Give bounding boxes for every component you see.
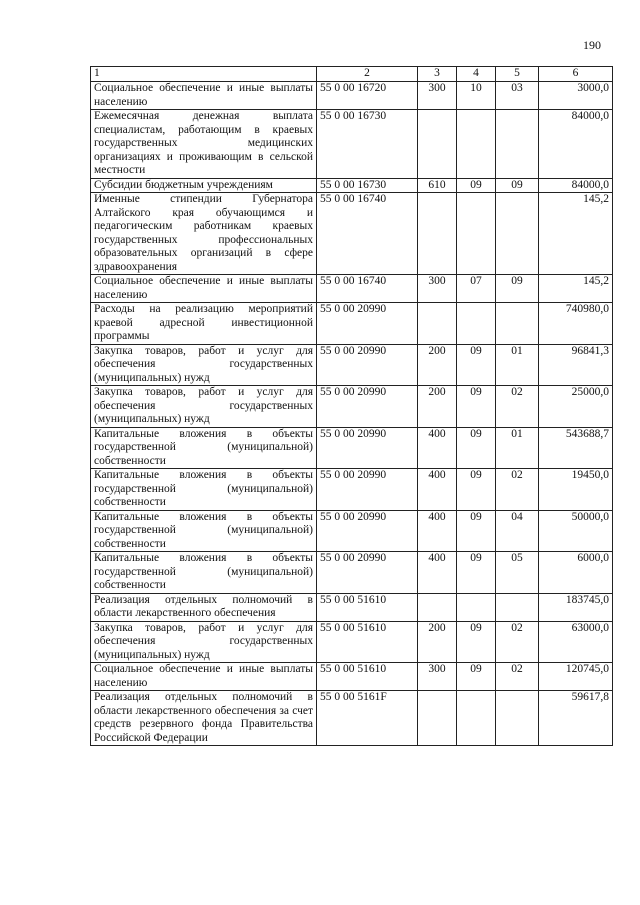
- cell-code: 55 0 00 20990: [317, 344, 418, 386]
- cell-name: Реализация отдельных полномочий в области лекарственного обеспечения за счет средств резервного фонда Правительства Российской Федерации: [91, 691, 317, 746]
- header-col-2: 2: [317, 67, 418, 82]
- cell-expense-type: [418, 193, 457, 275]
- cell-expense-type: 200: [418, 386, 457, 428]
- table-row: [91, 427, 613, 469]
- table-row: [91, 691, 613, 746]
- cell-amount: 50000,0: [539, 510, 613, 552]
- table-row: [91, 510, 613, 552]
- cell-expense-type: 400: [418, 469, 457, 511]
- cell-amount: 145,2: [539, 275, 613, 303]
- cell-expense-type: 300: [418, 82, 457, 110]
- cell-code: 55 0 00 16740: [317, 275, 418, 303]
- cell-code: 55 0 00 20990: [317, 427, 418, 469]
- cell-code: 55 0 00 20990: [317, 510, 418, 552]
- cell-subsection: [496, 110, 539, 179]
- cell-code: 55 0 00 51610: [317, 663, 418, 691]
- table-row: [91, 275, 613, 303]
- cell-code: 55 0 00 16730: [317, 110, 418, 179]
- table-row: [91, 386, 613, 428]
- cell-subsection: 04: [496, 510, 539, 552]
- cell-expense-type: 300: [418, 663, 457, 691]
- cell-section: 07: [457, 275, 496, 303]
- cell-amount: 145,2: [539, 193, 613, 275]
- cell-name: Социальное обеспечение и иные выплаты населению: [91, 663, 317, 691]
- cell-name: Социальное обеспечение и иные выплаты населению: [91, 275, 317, 303]
- table-row: [91, 663, 613, 691]
- cell-section: 09: [457, 621, 496, 663]
- page-number: 190: [583, 38, 601, 52]
- cell-section: [457, 303, 496, 345]
- cell-name: Капитальные вложения в объекты государственной (муниципальной) собственности: [91, 510, 317, 552]
- cell-amount: 183745,0: [539, 593, 613, 621]
- cell-section: 09: [457, 386, 496, 428]
- cell-code: 55 0 00 16720: [317, 82, 418, 110]
- cell-name: Социальное обеспечение и иные выплаты населению: [91, 82, 317, 110]
- cell-name: Капитальные вложения в объекты государственной (муниципальной) собственности: [91, 469, 317, 511]
- header-col-6: 6: [539, 67, 613, 82]
- cell-section: 09: [457, 344, 496, 386]
- cell-name: Капитальные вложения в объекты государственной (муниципальной) собственности: [91, 552, 317, 594]
- cell-expense-type: [418, 691, 457, 746]
- cell-code: 55 0 00 20990: [317, 552, 418, 594]
- cell-amount: 84000,0: [539, 110, 613, 179]
- cell-subsection: [496, 691, 539, 746]
- table-row: [91, 178, 613, 193]
- cell-section: [457, 193, 496, 275]
- cell-code: 55 0 00 51610: [317, 621, 418, 663]
- cell-expense-type: 400: [418, 552, 457, 594]
- cell-subsection: 05: [496, 552, 539, 594]
- cell-code: 55 0 00 5161F: [317, 691, 418, 746]
- cell-amount: 25000,0: [539, 386, 613, 428]
- cell-name: Закупка товаров, работ и услуг для обеспечения государственных (муниципальных) нужд: [91, 621, 317, 663]
- table-row: [91, 82, 613, 110]
- table-header-row: [91, 67, 613, 82]
- cell-code: 55 0 00 20990: [317, 469, 418, 511]
- cell-name: Субсидии бюджетным учреждениям: [91, 178, 317, 193]
- cell-name: Капитальные вложения в объекты государственной (муниципальной) собственности: [91, 427, 317, 469]
- cell-section: 09: [457, 469, 496, 511]
- cell-subsection: 09: [496, 178, 539, 193]
- table-row: [91, 621, 613, 663]
- cell-subsection: [496, 193, 539, 275]
- budget-table: [90, 66, 613, 746]
- table-row: [91, 469, 613, 511]
- header-col-3: 3: [418, 67, 457, 82]
- cell-amount: 120745,0: [539, 663, 613, 691]
- cell-amount: 96841,3: [539, 344, 613, 386]
- cell-expense-type: [418, 593, 457, 621]
- cell-subsection: 02: [496, 386, 539, 428]
- table-row: [91, 344, 613, 386]
- cell-code: 55 0 00 20990: [317, 303, 418, 345]
- cell-amount: 6000,0: [539, 552, 613, 594]
- cell-name: Именные стипендии Губернатора Алтайского края обучающимся и педагогическим работникам краевых государственных профессиональных образовательных организаций в сфере здравоохранения: [91, 193, 317, 275]
- cell-name: Закупка товаров, работ и услуг для обеспечения государственных (муниципальных) нужд: [91, 344, 317, 386]
- cell-name: Закупка товаров, работ и услуг для обеспечения государственных (муниципальных) нужд: [91, 386, 317, 428]
- cell-expense-type: 200: [418, 621, 457, 663]
- cell-section: 10: [457, 82, 496, 110]
- cell-subsection: [496, 593, 539, 621]
- cell-code: 55 0 00 16730: [317, 178, 418, 193]
- table-row: [91, 303, 613, 345]
- header-col-4: 4: [457, 67, 496, 82]
- cell-section: [457, 593, 496, 621]
- cell-amount: 84000,0: [539, 178, 613, 193]
- cell-expense-type: 400: [418, 510, 457, 552]
- cell-subsection: 02: [496, 663, 539, 691]
- cell-amount: 3000,0: [539, 82, 613, 110]
- cell-name: Ежемесячная денежная выплата специалистам, работающим в краевых государственных медицинских организациях и проживающим в сельской местности: [91, 110, 317, 179]
- cell-expense-type: 400: [418, 427, 457, 469]
- cell-expense-type: [418, 110, 457, 179]
- table-row: [91, 110, 613, 179]
- header-col-5: 5: [496, 67, 539, 82]
- cell-expense-type: 610: [418, 178, 457, 193]
- cell-amount: 740980,0: [539, 303, 613, 345]
- cell-amount: 543688,7: [539, 427, 613, 469]
- table-row: [91, 552, 613, 594]
- cell-section: 09: [457, 178, 496, 193]
- table-row: [91, 193, 613, 275]
- cell-amount: 63000,0: [539, 621, 613, 663]
- cell-section: 09: [457, 427, 496, 469]
- cell-subsection: 02: [496, 469, 539, 511]
- cell-subsection: 01: [496, 427, 539, 469]
- cell-name: Реализация отдельных полномочий в области лекарственного обеспечения: [91, 593, 317, 621]
- cell-section: 09: [457, 663, 496, 691]
- cell-amount: 59617,8: [539, 691, 613, 746]
- table-body: [91, 82, 613, 746]
- cell-subsection: 09: [496, 275, 539, 303]
- cell-section: [457, 691, 496, 746]
- cell-expense-type: 200: [418, 344, 457, 386]
- cell-expense-type: 300: [418, 275, 457, 303]
- cell-expense-type: [418, 303, 457, 345]
- cell-name: Расходы на реализацию мероприятий краевой адресной инвестиционной программы: [91, 303, 317, 345]
- cell-subsection: [496, 303, 539, 345]
- cell-subsection: 02: [496, 621, 539, 663]
- cell-amount: 19450,0: [539, 469, 613, 511]
- cell-code: 55 0 00 20990: [317, 386, 418, 428]
- cell-code: 55 0 00 16740: [317, 193, 418, 275]
- cell-subsection: 03: [496, 82, 539, 110]
- cell-section: [457, 110, 496, 179]
- table-row: [91, 593, 613, 621]
- header-col-1: 1: [91, 67, 317, 82]
- cell-section: 09: [457, 510, 496, 552]
- cell-code: 55 0 00 51610: [317, 593, 418, 621]
- cell-subsection: 01: [496, 344, 539, 386]
- cell-section: 09: [457, 552, 496, 594]
